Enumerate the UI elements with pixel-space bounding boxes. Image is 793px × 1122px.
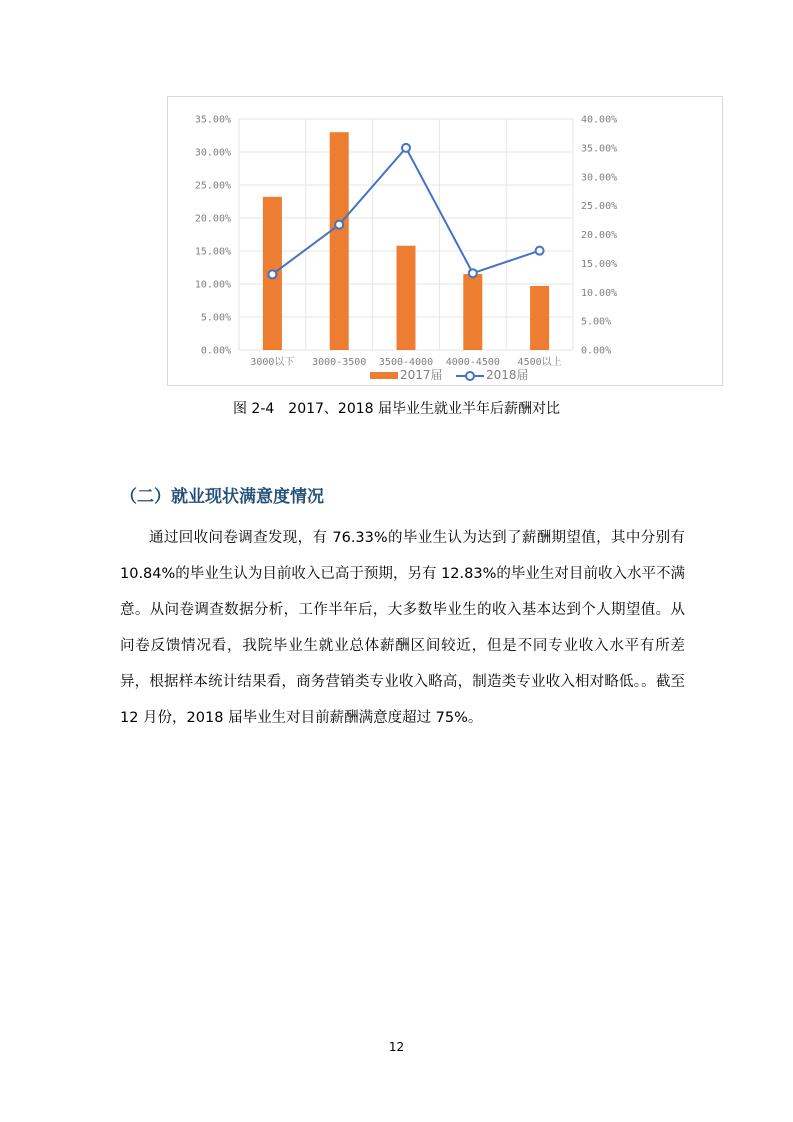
left-axis-tick-label: 25.00% xyxy=(194,180,231,192)
point-2018 xyxy=(335,221,343,229)
figure-caption: 图 2-4 2017、2018 届毕业生就业半年后薪酬对比 xyxy=(232,401,561,417)
category-label: 3500-4000 xyxy=(378,357,434,368)
right-axis-tick-label: 0.00% xyxy=(581,345,612,357)
bar-2017 xyxy=(330,132,349,350)
right-axis-tick-label: 10.00% xyxy=(581,287,618,299)
category-label: 3000以下 xyxy=(250,357,295,368)
right-axis-tick-label: 40.00% xyxy=(581,114,618,126)
bar-2017 xyxy=(530,286,549,350)
bar-2017 xyxy=(463,274,482,350)
category-label: 3000-3500 xyxy=(312,357,367,368)
bar-2017 xyxy=(397,246,416,350)
right-axis-tick-label: 5.00% xyxy=(581,316,612,328)
right-axis-tick-label: 15.00% xyxy=(581,258,618,270)
right-axis-tick-label: 30.00% xyxy=(581,172,618,184)
point-2018 xyxy=(536,247,544,255)
body-paragraph: 通过回收问卷调查发现，有 76.33%的毕业生认为达到了薪酬期望值，其中分别有 10.84%的毕业生认为目前收入已高于预期，另有 12.83%的毕业生对目前收入水平不满意。从问卷调查数据分析，工作半年后，大多数毕业生的收入基本达到个人期望值。从问卷反馈情况看，我院毕业生就业总体薪酬区间较近，但是不同专业收入水平有所差异，根据样本统计结果看，商务营销类专业收入略高，制造类专业收入相对略低。。截至 12 月份，2018 届毕业生对目前薪酬满意度超过 75%。 xyxy=(120,530,685,726)
page-number: 12 xyxy=(388,1040,405,1054)
left-axis-tick-label: 20.00% xyxy=(194,213,231,225)
left-axis-tick-label: 30.00% xyxy=(194,147,231,159)
left-axis-tick-label: 15.00% xyxy=(194,246,231,258)
right-axis-tick-label: 35.00% xyxy=(581,143,618,155)
left-axis-tick-label: 0.00% xyxy=(200,345,231,357)
legend-marker-2018 xyxy=(466,372,474,380)
right-axis-tick-label: 25.00% xyxy=(581,201,618,213)
point-2018 xyxy=(402,144,410,152)
category-label: 4500以上 xyxy=(517,357,562,368)
salary-comparison-chart xyxy=(167,96,723,386)
left-axis-tick-label: 35.00% xyxy=(194,114,231,126)
chart-svg xyxy=(168,97,724,387)
legend-label-2017: 2017届 xyxy=(400,368,443,382)
right-axis-tick-label: 20.00% xyxy=(581,230,618,241)
category-label: 4000-4500 xyxy=(445,357,500,368)
left-axis-tick-label: 5.00% xyxy=(200,312,231,324)
point-2018 xyxy=(469,269,477,277)
legend-swatch-2017 xyxy=(370,372,398,379)
left-axis-tick-label: 10.00% xyxy=(194,279,231,291)
point-2018 xyxy=(268,270,276,278)
legend-label-2018: 2018届 xyxy=(486,368,529,382)
section-heading: （二）就业现状满意度情况 xyxy=(120,487,324,507)
